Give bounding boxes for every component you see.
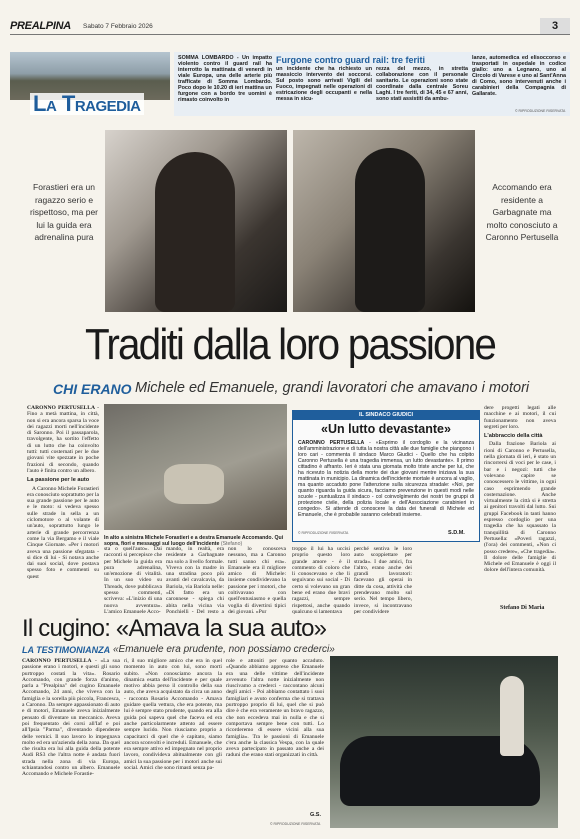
article1-sub-2: L'abbraccio della città <box>484 433 543 440</box>
quote-left: Forastieri era un ragazzo serio e rispettoso, ma per lui la guida era adrenalina pura <box>29 182 99 242</box>
quote-right: Accomando era residente a Garbagnate ma molto conosciuto a Caronno Pertusella <box>485 182 559 242</box>
article1-signature: Stefano Di Maria <box>500 605 545 611</box>
sindaco-body-text: - «Esprimo il cordoglio e la vicinanza dell'amministrazione e di tutta la nostra città alle due famiglie che piangono i loro cari - commenta il sindaco Marco Giudici - Quello che ha colpito Caronno Pertusella è una tragedia immensa, un lutto devastante». Il primo cittadino è affranto. Ieri è stata una giornata molto triste anche per lui, che ha ricevuto la notizia della morte dei due giovani mentre iniziava la sua mattinata in municipio. La dinamica dell'incidente mortale è ancora al vaglio, ma quanto accaduto pone l'attenzione sulla sicurezza stradale: «Noi, per quanto riguarda la guida sicura, facciamo prevenzione in questi modi nelle scuole - puntualizza il sindaco - col coinvolgimento dei nostri tre gruppi di protezione civile, della polizia locale e dell'Associazione carabinieri in congedo». Si attende di conoscere la data dei funerali di Michele ed Emanuele, che è probabile saranno celebrati insieme. <box>298 440 474 518</box>
article1-col7b-text: Dalla frazione Bariola ai rioni di Caronno e Pertusella, nella giornata di ieri, è stato un rincorrersi di voci per le case, i bar e i negozi: tutti che volevano capire se conoscessero le vittime, in ogni caso esprimendo grande costernazione. Anche virtualmente la città si è stretta ai genitori travolti dal lutto. Sui gruppi Facebook in tanti hanno espresso cordoglio per una tragedia che ha squassato la tranquillità di Caronno Pertusella: «Poveri ragazzi, (l'ora) dei commenti, «Non ci posso credere», «Che tragedia». Il dolore delle famiglie di Michele ed Emanuele è oggi il dolore dell'intera comunità. <box>484 441 556 574</box>
brief-col-4: lanze, automedica ed elisoccorso e trasportati in ospedale in codice giallo: uno a Legnano, uno al Circolo di Varese e uno al Sant'Anna di Como, sono intervenuti anche i carabinieri della Compagnia di Gallarate. <box>472 55 566 97</box>
sindaco-body <box>298 440 474 530</box>
article2-col1-text: - «La sua passione erano i motori, e questi gli sono purtroppo costati la vita». Rosario Accomando, con grande forza d'animo, parla a "Prealpina" del cugino Emanuele Accomando, 24 anni, che viveva con la famiglia e la sorella più piccola, Francesca, a Caronno. Da sempre appassionato di auto e di motori, Emanuele aveva inizialmente pensato di diventare un meccanico. Aveva poi frequentato dei corsi all'Iaf e poi all'Ipsia "Parma", diventando dipendente delle vernici. Il suo lavoro lo impegnava molto ed era un'azienda della zona. Da quel che risulta era lui alla guida della potente Audi RS3 che l'altra notte è andata fuori strada nella zona di via Europa, schiantandosi contro un albero. Emanuele Accomando e Michele Forastie- <box>22 658 120 778</box>
article1-lead: CARONNO PERTUSELLA <box>27 405 96 411</box>
flowers-highlight <box>164 464 224 504</box>
section-label: La Tragedia <box>30 93 144 115</box>
article2-signature: G.S. <box>310 812 322 818</box>
michele-silhouette <box>155 152 235 312</box>
article2-deck: «Emanuele era prudente, non possiamo crederci» <box>113 644 335 655</box>
brief-lead: SOMMA LOMBARDO <box>178 55 234 61</box>
article1-col-3: mando, in realtà, era residente a Garbagnate ma solo a livello formale. Viveva con la madre in una stradina poco più avanti del cavalcavia, da Bariola, via Bariola nelle: «Di fatto era un caronnese - spiega chi abita nella vicina via Ponchielli - Del resto a <box>166 546 224 614</box>
article1-col-7 <box>484 405 556 607</box>
article1-col7-text: dere progetti legati alle macchine e ai motori, il cui funzionamento non aveva segreti per loro. <box>484 405 556 430</box>
article2-credit: © RIPRODUZIONE RISERVATA <box>270 822 321 826</box>
masthead-logo: PREALPINA <box>10 20 71 32</box>
article1-col-4: non lo conosceva nessuno, ma a Caronno tutti sanno chi era». Emanuele era il migliore amico di Michele: insieme condividevano la passione per i motori, che coltivavano con quell'entusiasmo e quella voglia di divertirsi tipici dei giovani. «Pur <box>228 546 286 614</box>
article1-col-1 <box>27 405 99 613</box>
brief-credit: © RIPRODUZIONE RISERVATA <box>515 109 566 113</box>
brief-col1-text: - Un impatto violento contro il guard rail ha interrotto la mattinata di venerdì in viale Europa, una delle arterie più trafficate di Somma Lombardo. Poco dopo le 10.20 di ieri mattina un furgone con a bordo tre uomini è rimasto coinvolto in <box>178 55 273 103</box>
sindaco-credit: © RIPRODUZIONE RISERVATA <box>298 531 349 535</box>
page-number: 3 <box>540 18 570 34</box>
sindaco-lead: CARONNO PERTUSELLA <box>298 440 365 446</box>
caption-text: In alto a sinistra Michele Forastieri e a destra Emanuele Accomando. Qui sopra, fiori e messaggi sul luogo dell'incidente <box>104 535 284 547</box>
brief-col-3: rezza del mezzo, in stretta collaborazione con il personale sanitario. Le operazioni sono state coordinate dalla centrale Soreu Laghi. I tre feriti, di 34, 45 e 67 anni, sono stati assistiti da ambu- <box>376 66 468 102</box>
person-silhouette <box>500 676 524 756</box>
headline-kicker: CHI ERANO <box>53 381 132 397</box>
article1-col1b-text: A Caronno Michele Forastieri era conosciuto soprattutto per la sua grande passione per le auto e le moto: si vedeva spesso sulle strade in sella a un ciclomotore o al volante di un'auto, soprattutto lungo le arterie di grande percorrenza come la via Bergamo e il viale Cinque Giornate. «Per i motori aveva una passione sfegatata - si dice di lui - Si notava anche dai suoi social, dove postava spesso foto e commenti su quest <box>27 485 99 580</box>
article2-kicker: LA TESTIMONIANZA <box>22 645 111 655</box>
article2-headline: Il cugino: «Amava la sua auto» <box>22 615 327 642</box>
article1-col-6: perché sentiva le loro auto scoppiettare per strada». I due amici, fra l'altro, erano anche dei grandi lavoratori: facevano gli operai in ditte da cosa, attività che prendevano molto sul serio. Nel tempo libero, invece, si incontravano per condividere <box>354 546 412 614</box>
sindaco-title: «Un lutto devastante» <box>321 422 451 436</box>
brief-title: Furgone contro guard rail: tre feriti <box>276 55 426 65</box>
emanuele-silhouette <box>355 148 425 312</box>
article2-col-1 <box>22 658 120 818</box>
photo-flowers <box>104 404 287 530</box>
headline-deck: Michele ed Emanuele, grandi lavoratori che amavano i motori <box>135 380 530 396</box>
sindaco-kicker: IL SINDACO GIUDICI <box>293 411 479 420</box>
photo-car <box>330 656 558 828</box>
caption-credit: (Stefano) <box>220 541 243 547</box>
article1-sub-1: La passione per le auto <box>27 477 90 484</box>
main-headline: Traditi dalla loro passione <box>84 320 496 369</box>
article1-col-5: troppo il lui ha uccisi proprio questo loro grande amore - è il commento di coloro che li conoscevano e che li seguivano sui social - Di certo si volevano un gran bene ed erano due bravi ragazzi, sempre rispettosi, anche quando qualcuno si lamentava <box>292 546 350 614</box>
masthead-date: Sabato 7 Febbraio 2026 <box>83 23 153 30</box>
article1-col1-text: - Fino a metà mattina, in città, non si era ancora sparsa la voce dei ragazzi morti nell'incidente di Saronno. Poi il passaparola, travolgente, ha sortito l'effetto di un lutto che ha coinvolto tutti: tutti costernati per le due giovani vite spezzate in poche frazioni di secondo, quando l'auto è finita contro un albero. <box>27 405 99 474</box>
brief-col-1 <box>178 55 272 103</box>
article2-lead: CARONNO PERTUSELLA <box>22 658 92 664</box>
article2-col-3: role e attoniti per quanto accaduto. «Quando abbiamo appreso che Emanuele era una delle vittime dell'incidente avvenuto l'altra notte inizialmente non riuscivamo a crederci - raccontano alcuni degli amici - Poi abbiamo contattato i suoi famigliari e avuto conferma che si trattava purtroppo proprio di lui, quel che si può dire è che era veramente un bravo ragazzo, che non eccedeva mai in nulla e che si comportava sempre bene con tutti. Lo ricorderemo di essere vicini alla sua famiglia». Tra le passioni di Emanuele c'era anche la classica Vespa, con la quale aveva partecipato in passato anche a dei raduni che erano stati organizzati in città. <box>226 658 324 759</box>
photo-emanuele <box>293 130 475 312</box>
article2-col-2: ri, il suo migliore amico che era in quel momento in auto con lui, sono morti subito. «Non conosciamo ancora la dinamica esatta dell'incidente e per quale motivo abbia perso il controllo della sua auto, che aveva acquistato da circa un anno - racconta Rosario Accomando - Amava guidare quella vettura, che era potente, ma lui è sempre stato prudente, quando era alla guida poi sapeva quel che faceva ed era anche particolarmente attento ad essere sempre lucido. Non riusciamo proprio a capacitarci di quel che è capitato, siamo ancora sconvolti e increduli. Emanuele, che era sempre attivo ed impegnato nel proprio lavoro, condivideva abitualmente con gli amici la sua passione per i motori anche sui social. Amici che sono rimasti senza pa- <box>124 658 222 772</box>
sindaco-signature: S.D.M. <box>448 530 465 536</box>
brief-col-2: un incidente che ha richiesto un massiccio intervento dei soccorsi. Sul posto sono arrivati Vigili del Fuoco, impegnati nelle operazioni di estricazione degli occupanti e nella messa in sicu- <box>276 66 372 102</box>
photo-michele <box>105 130 287 312</box>
article1-col-2: sta o quell'auto». Dai racconti si percepisce che per Michele la guida era pura adrenalina, un'emozione di vitalità. In un suo video su Threads, dove pubblicava spesso commenti, scriveva: «L'inizio di una nuova avventura». L'amico Emanuele Acco- <box>104 546 162 614</box>
masthead-rule <box>10 34 570 35</box>
